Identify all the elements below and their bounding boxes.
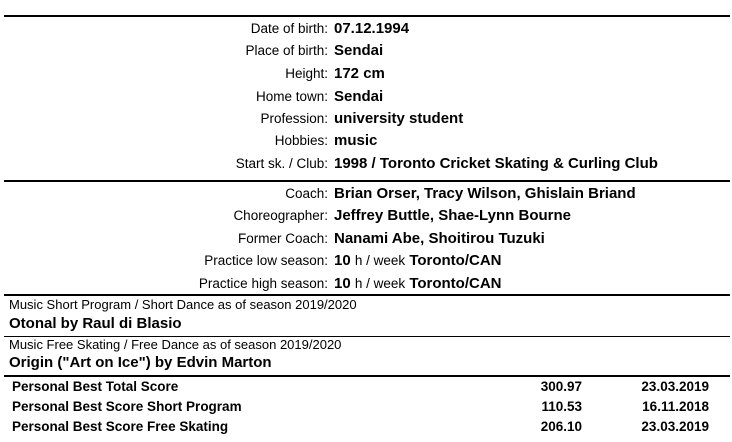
personal-best-row [0, 419, 732, 439]
personal-best-label: Personal Best Score Free Skating [12, 419, 229, 434]
personal-best-date: 23.03.2019 [641, 419, 709, 434]
bio-label: Place of birth: [245, 42, 328, 58]
bio-label: Height: [285, 65, 328, 81]
personal-best-divider [4, 375, 730, 377]
personal-best-score: 206.10 [540, 419, 582, 434]
practice-unit: h / week [354, 252, 406, 268]
bio-row-date-of-birth [0, 17, 732, 39]
bio-label: Date of birth: [250, 20, 328, 36]
bio-row-place-of-birth [0, 39, 732, 61]
bio-label: Coach: [285, 185, 328, 201]
personal-best-label: Personal Best Score Short Program [12, 399, 242, 414]
personal-best-row [0, 399, 732, 419]
personal-best-date: 23.03.2019 [641, 379, 709, 394]
bio-row-start-club [0, 152, 732, 174]
bio-value: 172 cm [334, 64, 385, 82]
bio-row-home-town [0, 85, 732, 107]
bio-row-profession [0, 107, 732, 129]
bio-value: music [334, 131, 378, 149]
bio-label: Practice low season: [204, 252, 328, 268]
free-skating-music: Origin ("Art on Ice") by Edvin Marton [9, 354, 272, 371]
short-program-caption: Music Short Program / Short Dance as of season 2019/2020 [9, 297, 357, 312]
bio-label: Start sk. / Club: [235, 155, 328, 171]
bio-value: 07.12.1994 [334, 19, 410, 37]
free-skating-caption: Music Free Skating / Free Dance as of season 2019/2020 [9, 337, 342, 352]
personal-best-score: 110.53 [541, 399, 582, 414]
bio-value: Brian Orser, Tracy Wilson, Ghislain Briand [334, 184, 636, 202]
bio-row-former-coach [0, 227, 732, 249]
bio-label: Choreographer: [233, 207, 328, 223]
personal-best-row [0, 379, 732, 399]
personal-best-date: 16.11.2018 [642, 399, 709, 414]
bio-row-choreographer [0, 204, 732, 226]
bio-value [334, 252, 502, 269]
practice-place: Toronto/CAN [409, 251, 502, 269]
bio-value: university student [334, 109, 464, 127]
bio-label: Profession: [260, 110, 328, 126]
bio-label: Former Coach: [237, 230, 328, 246]
practice-hours: 10 [334, 251, 351, 269]
bio-label: Home town: [255, 88, 328, 104]
practice-place: Toronto/CAN [409, 274, 502, 292]
personal-best-score: 300.97 [540, 379, 582, 394]
bio-label: Hobbies: [274, 132, 328, 148]
bio-value: Sendai [334, 41, 384, 59]
bio-label: Practice high season: [198, 275, 328, 291]
bio-row-hobbies [0, 129, 732, 151]
bio-value: Jeffrey Buttle, Shae-Lynn Bourne [334, 206, 571, 224]
bio-row-height [0, 62, 732, 84]
bio-row-practice-high [0, 272, 732, 294]
bio-row-coach [0, 182, 732, 204]
practice-hours: 10 [334, 274, 351, 292]
music-divider [4, 294, 730, 296]
practice-unit: h / week [354, 275, 406, 291]
bio-value: Sendai [334, 87, 384, 105]
personal-best-label: Personal Best Total Score [12, 379, 179, 394]
bio-value [334, 275, 502, 292]
short-program-music: Otonal by Raul di Blasio [9, 315, 182, 332]
bio-value: Nanami Abe, Shoitirou Tuzuki [334, 229, 545, 247]
bio-row-practice-low [0, 249, 732, 271]
bio-value: 1998 / Toronto Cricket Skating & Curling Club [334, 154, 658, 172]
